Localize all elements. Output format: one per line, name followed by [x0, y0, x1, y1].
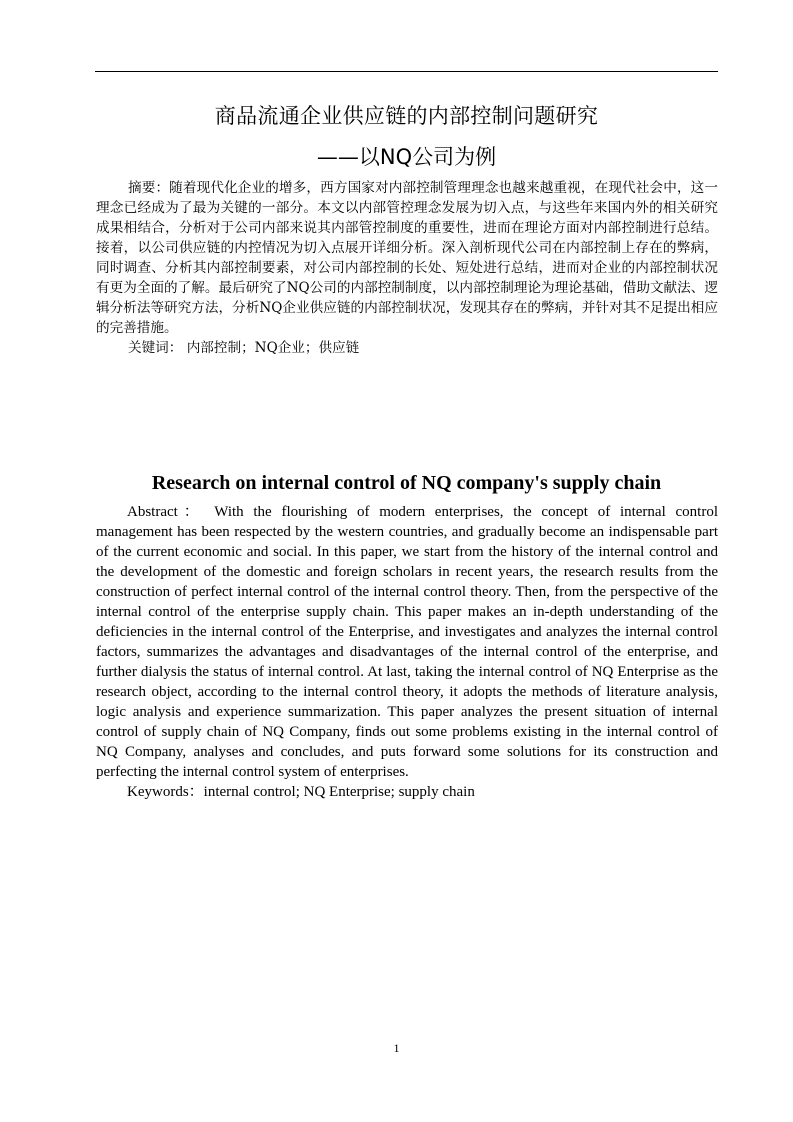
- english-abstract-paragraph: [96, 502, 718, 782]
- english-abstract-text: With the flourishing of modern enterprises, the concept of internal control management has been respected by the western countries, and gradually become an indispensable part of the current economic and social. In this paper, we start from the history of the internal control and the development of the domestic and foreign scholars in recent years, the research results from the construction of perfect internal control of the internal control theory. Then, from the perspective of the internal control of the enterprise supply chain. This paper makes an in-depth understanding of the deficiencies in the internal control of the Enterprise, and investigates and analyzes the internal control factors, summarizes the advantages and disadvantages of the internal control of the enterprise, and further dialysis the status of internal control. At last, taking the internal control of NQ Enterprise as the research object, according to the internal control theory, it adopts the methods of literature analysis, logic analysis and experience summarization. This paper analyzes the present situation of internal control of supply chain of NQ Company, finds out some problems existing in the internal control of NQ Company, analyses and concludes, and puts forward some solutions for its construction and perfecting the internal control system of enterprises.: [96, 504, 718, 780]
- chinese-title: 商品流通企业供应链的内部控制问题研究: [214, 104, 599, 128]
- english-keywords: [96, 782, 718, 802]
- chinese-abstract: [96, 178, 718, 358]
- english-abstract-label: Abstract：: [127, 504, 205, 520]
- chinese-abstract-paragraph: [96, 178, 718, 338]
- english-abstract: [96, 502, 718, 802]
- header-rule: [95, 71, 718, 72]
- page-number: 1: [393, 1041, 400, 1055]
- english-title: Research on internal control of NQ company's supply chain: [151, 472, 662, 494]
- english-keywords-text: internal control; NQ Enterprise; supply chain: [203, 784, 475, 800]
- chinese-abstract-label: 摘要：: [128, 180, 170, 196]
- chinese-abstract-text: 随着现代化企业的增多，西方国家对内部控制管理理念也越来越重视，在现代社会中，这一理念已经成为了最为关键的一部分。本文以内部管控理念发展为切入点，与这些年来国内外的相关研究成果相结合，分析对于公司内部来说其内部管控制度的重要性，进而在理论方面对内部控制进行总结。接着，以公司供应链的内控情况为切入点展开详细分析。深入剖析现代公司在内部控制上存在的弊病，同时调查、分析其内部控制要素，对公司内部控制的长处、短处进行总结，进而对企业的内部控制状况有更为全面的了解。最后研究了NQ公司的内部控制制度，以内部控制理论为理论基础，借助文献法、逻辑分析法等研究方法，分析NQ企业供应链的内部控制状况，发现其存在的弊病，并针对其不足提出相应的完善措施。: [96, 180, 718, 336]
- chinese-keywords: [96, 338, 718, 358]
- chinese-keywords-label: 关键词：: [128, 340, 183, 356]
- english-keywords-label: Keywords：: [127, 784, 204, 800]
- chinese-keywords-text: 内部控制；NQ企业；供应链: [186, 340, 360, 356]
- chinese-subtitle: ——以NQ公司为例: [316, 145, 497, 169]
